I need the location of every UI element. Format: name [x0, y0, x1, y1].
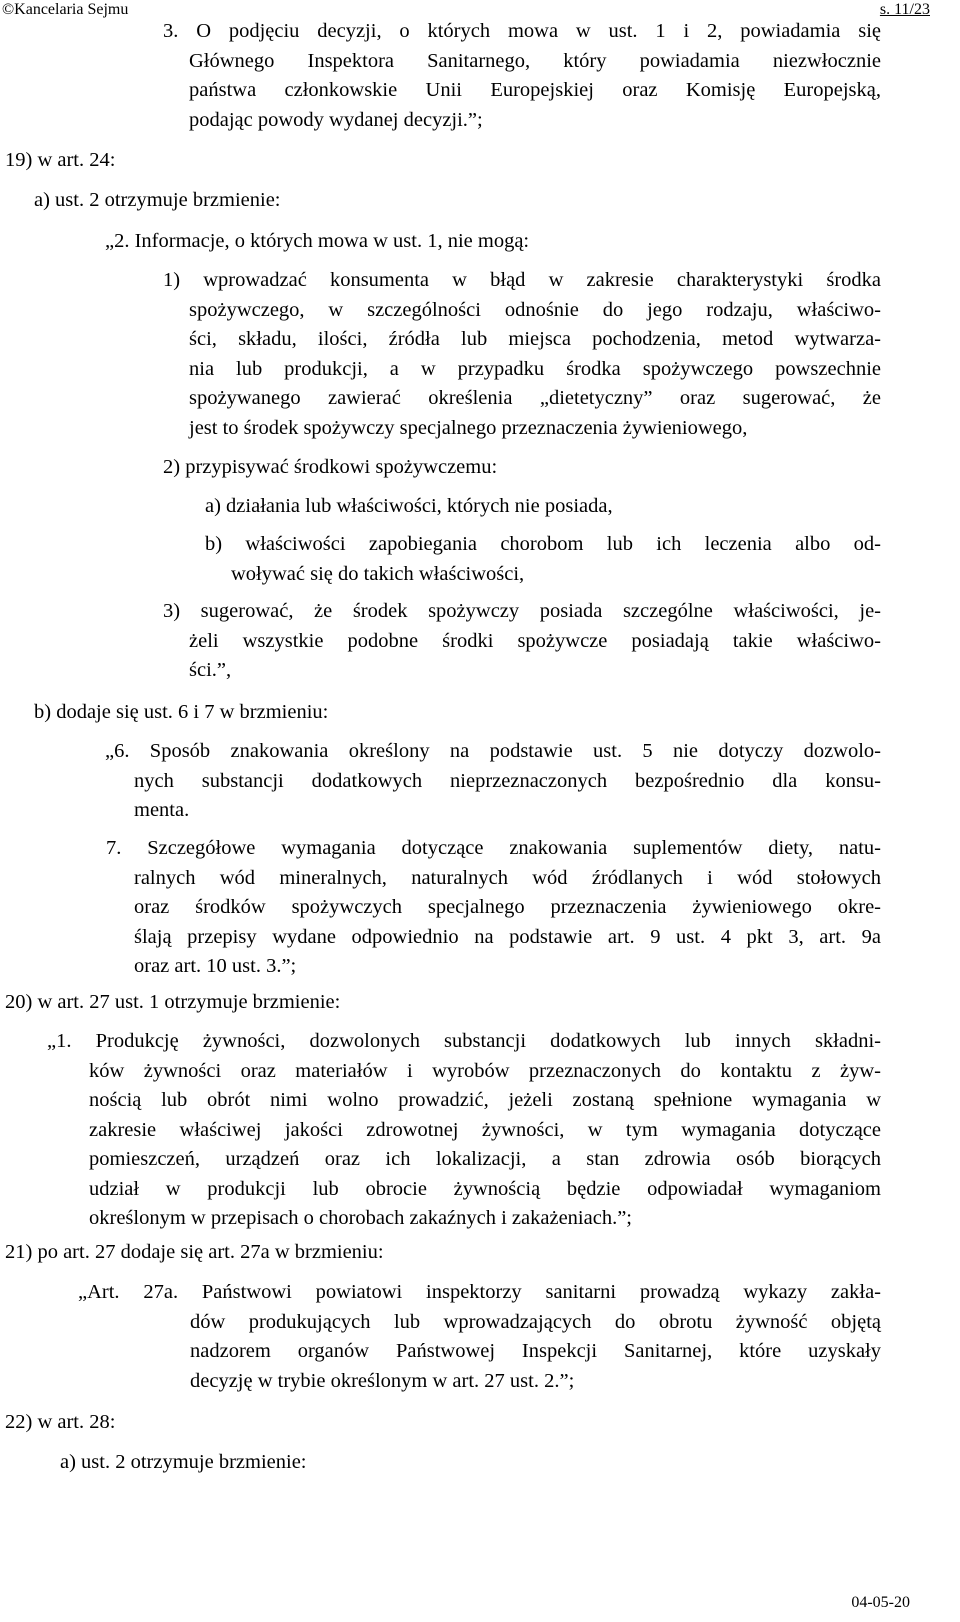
point-3-text — [163, 597, 881, 686]
quoted-paragraph-6 — [105, 737, 881, 826]
item-20-heading: 20) w art. 27 ust. 1 otrzymuje brzmienie: — [5, 991, 341, 1013]
point-2a-text: a) działania lub właściwości, których nie posiada, — [205, 495, 613, 517]
quoted-paragraph-1-production — [47, 1027, 881, 1234]
text-line: podając powody wydanej decyzji.”; — [189, 108, 483, 131]
text-line: „6. Sposób znakowania określony na podstawie ust. 5 nie dotyczy dozwolo- — [105, 740, 881, 762]
text-line: udział w produkcji lub obrocie żywnością będzie odpowiadał wymaganiom — [89, 1177, 881, 1200]
text-line: jest to środek spożywczy specjalnego przeznaczenia żywieniowego, — [189, 416, 748, 439]
item-22a-heading: a) ust. 2 otrzymuje brzmienie: — [60, 1451, 307, 1473]
text-line: ści.”, — [189, 659, 232, 681]
text-line: decyzję w trybie określonym w art. 27 ust. 2.”; — [190, 1369, 575, 1392]
item-22-heading: 22) w art. 28: — [5, 1411, 116, 1433]
text-line: państwa członkowskie Unii Europejskiej oraz Komisję Europejską, — [189, 79, 881, 101]
text-line: „1. Produkcję żywności, dozwolonych substancji dodatkowych lub innych składni- — [47, 1030, 881, 1052]
text-line: menta. — [134, 799, 190, 821]
text-line: 3) sugerować, że środek spożywczy posiada szczególne właściwości, je- — [163, 600, 881, 622]
text-line: woływać się do takich właściwości, — [231, 562, 525, 585]
text-line: b) właściwości zapobiegania chorobom lub ich leczenia albo od- — [205, 533, 881, 555]
text-line: żeli wszystkie podobne środki spożywcze posiadają takie właściwo- — [189, 629, 881, 652]
text-line: spożywanego zawierać określenia „dietetyczny” oraz sugerować, że — [189, 387, 881, 409]
quoted-paragraph-7 — [105, 834, 881, 982]
footer-date: 04-05-20 — [851, 1594, 910, 1611]
quoted-paragraph-2-intro: „2. Informacje, o których mowa w ust. 1, nie mogą: — [105, 230, 530, 252]
text-line: pomieszczeń, urządzeń oraz ich lokalizacji, a stan zdrowia osób biorących — [89, 1148, 881, 1170]
text-line: nadzorem organów Państwowej Inspekcji Sanitarnej, które uzyskały — [190, 1340, 881, 1362]
text-line: nych substancji dodatkowych nieprzeznaczonych bezpośrednio dla konsu- — [134, 769, 881, 792]
text-line: nością lub obrót nimi wolno prowadzić, jeżeli zostaną spełnione wymagania w — [89, 1089, 881, 1111]
text-line: dów produkujących lub wprowadzających do obrotu żywność objętą — [190, 1310, 881, 1333]
text-line: Głównego Inspektora Sanitarnego, który powiadamia niezwłocznie — [189, 49, 881, 72]
text-line: ślają przepisy wydane odpowiednio na podstawie art. 9 ust. 4 pkt 3, art. 9a — [134, 925, 881, 948]
text-line: zakresie właściwej jakości zdrowotnej żywności, w tym wymagania dotyczące — [89, 1118, 881, 1141]
paragraph-3-decision — [163, 17, 881, 135]
text-line: ków żywności oraz materiałów i wyrobów przeznaczonych do kontaktu z żyw- — [89, 1059, 881, 1082]
text-line: 1) wprowadzać konsumenta w błąd w zakresie charakterystyki środka — [163, 269, 881, 291]
text-line: „Art. 27a. Państwowi powiatowi inspektorzy sanitarni prowadzą wykazy zakła- — [78, 1281, 881, 1303]
quoted-article-27a — [78, 1278, 881, 1396]
item-21-heading: 21) po art. 27 dodaje się art. 27a w brzmieniu: — [5, 1241, 384, 1263]
point-2b-text — [205, 530, 881, 589]
text-line: nia lub produkcji, a w przypadku środka spożywczego powszechnie — [189, 357, 881, 380]
point-2-heading: 2) przypisywać środkowi spożywczemu: — [163, 456, 498, 478]
text-line: ści, składu, ilości, źródła lub miejsca pochodzenia, metod wytwarza- — [189, 328, 881, 350]
item-19-heading: 19) w art. 24: — [5, 149, 116, 171]
item-19a-heading: a) ust. 2 otrzymuje brzmienie: — [34, 189, 281, 211]
header-page-number[interactable]: s. 11/23 — [879, 1, 930, 18]
text-line: określonym w przepisach o chorobach zakaźnych i zakażeniach.”; — [89, 1207, 632, 1229]
text-line: oraz środków spożywczych specjalnego przeznaczenia żywieniowego okre- — [134, 896, 881, 918]
text-line: oraz art. 10 ust. 3.”; — [134, 955, 297, 977]
point-1-text — [163, 266, 881, 443]
text-line: spożywczego, w szczególności odnośnie do jego rodzaju, właściwo- — [189, 298, 881, 321]
text-line: ralnych wód mineralnych, naturalnych wód źródlanych i wód stołowych — [134, 866, 881, 889]
item-19b-heading: b) dodaje się ust. 6 i 7 w brzmieniu: — [34, 701, 329, 723]
header-source: ©Kancelaria Sejmu — [2, 1, 129, 18]
text-line: 7. Szczegółowe wymagania dotyczące znakowania suplementów diety, natu- — [106, 837, 881, 859]
text-line: 3. O podjęciu decyzji, o których mowa w ust. 1 i 2, powiadamia się — [163, 20, 881, 42]
